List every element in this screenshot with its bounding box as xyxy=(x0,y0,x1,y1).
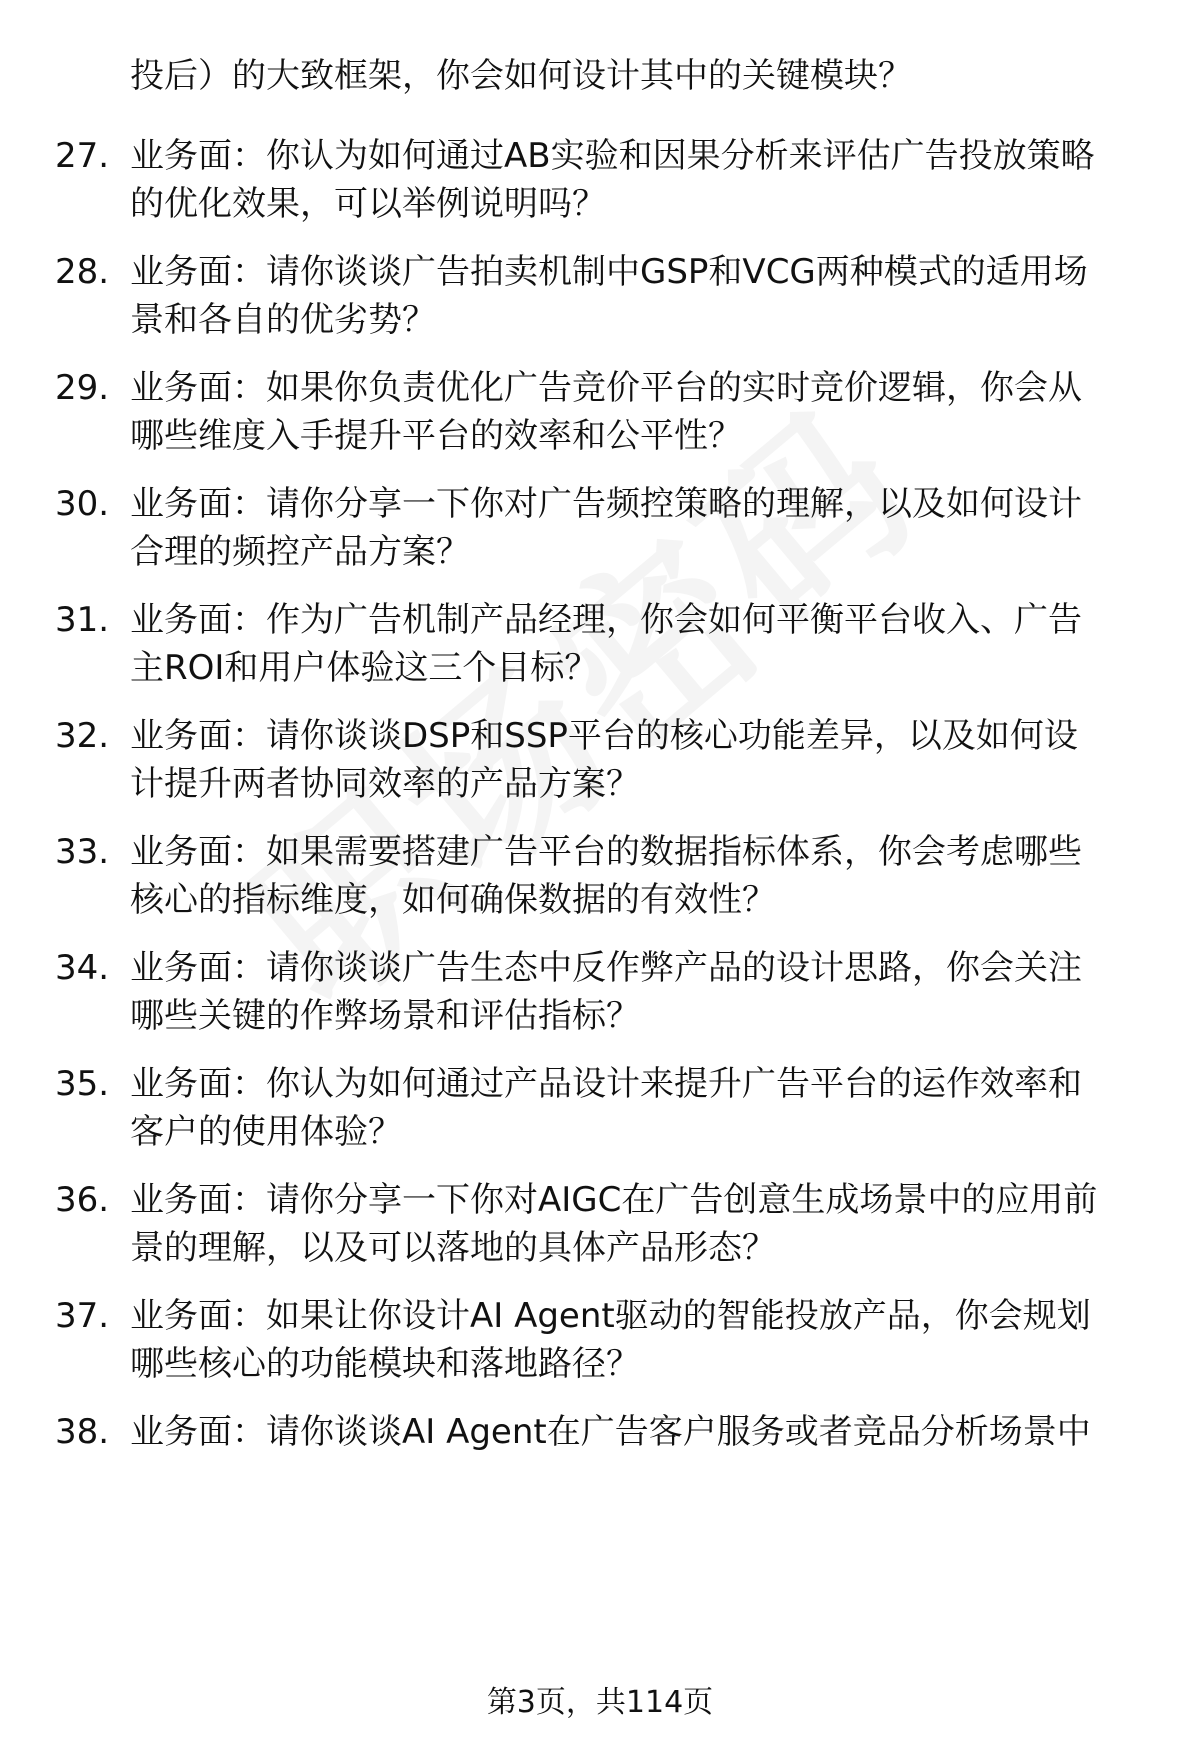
question-text-line2: 景和各自的优劣势？ xyxy=(130,300,436,340)
question-number: 37. xyxy=(55,1296,110,1336)
question-text-line1: 业务面：请你谈谈广告生态中反作弊产品的设计思路，你会关注 xyxy=(130,948,1082,988)
question-text-line2: 哪些关键的作弊场景和评估指标？ xyxy=(130,996,640,1036)
question-text-line2: 景的理解，以及可以落地的具体产品形态？ xyxy=(130,1228,776,1268)
question-item xyxy=(0,248,1200,348)
question-number: 28. xyxy=(55,252,110,292)
question-item xyxy=(0,364,1200,464)
question-text-line2: 合理的频控产品方案？ xyxy=(130,532,470,572)
question-text-line2: 客户的使用体验？ xyxy=(130,1112,402,1152)
question-item xyxy=(0,712,1200,812)
continuation-line: 投后）的大致框架，你会如何设计其中的关键模块？ xyxy=(130,56,912,96)
question-text-line1: 业务面：你认为如何通过AB实验和因果分析来评估广告投放策略 xyxy=(130,136,1095,176)
question-item xyxy=(0,1292,1200,1392)
question-text-line2: 哪些维度入手提升平台的效率和公平性？ xyxy=(130,416,742,456)
question-item xyxy=(0,480,1200,580)
question-text-line1: 业务面：如果让你设计AI Agent驱动的智能投放产品，你会规划 xyxy=(130,1296,1091,1336)
question-number: 31. xyxy=(55,600,110,640)
question-text-line1: 业务面：如果需要搭建广告平台的数据指标体系，你会考虑哪些 xyxy=(130,832,1082,872)
question-number: 33. xyxy=(55,832,110,872)
question-text-line2: 哪些核心的功能模块和落地路径？ xyxy=(130,1344,640,1384)
question-text-line1: 业务面：作为广告机制产品经理，你会如何平衡平台收入、广告 xyxy=(130,600,1082,640)
question-item xyxy=(0,596,1200,696)
question-text-line2: 计提升两者协同效率的产品方案？ xyxy=(130,764,640,804)
page-footer: 第3页，共114页 xyxy=(486,1685,714,1720)
question-number: 30. xyxy=(55,484,110,524)
question-number: 32. xyxy=(55,716,110,756)
question-number: 29. xyxy=(55,368,110,408)
question-text-line2: 的优化效果，可以举例说明吗？ xyxy=(130,184,606,224)
question-item xyxy=(0,1060,1200,1160)
question-item xyxy=(0,1176,1200,1276)
question-text-line1: 业务面：你认为如何通过产品设计来提升广告平台的运作效率和 xyxy=(130,1064,1082,1104)
question-number: 38. xyxy=(55,1412,110,1452)
question-number: 36. xyxy=(55,1180,110,1220)
question-text-line1: 业务面：请你分享一下你对广告频控策略的理解，以及如何设计 xyxy=(130,484,1082,524)
question-item xyxy=(0,132,1200,232)
question-text-line2: 核心的指标维度，如何确保数据的有效性？ xyxy=(130,880,776,920)
question-item xyxy=(0,1408,1200,1508)
question-item xyxy=(0,828,1200,928)
question-text-line1: 业务面：请你谈谈DSP和SSP平台的核心功能差异，以及如何设 xyxy=(130,716,1078,756)
question-text-line1: 业务面：请你谈谈AI Agent在广告客户服务或者竞品分析场景中 xyxy=(130,1412,1091,1452)
question-text-line1: 业务面：请你分享一下你对AIGC在广告创意生成场景中的应用前 xyxy=(130,1180,1098,1220)
question-number: 35. xyxy=(55,1064,110,1104)
question-text-line1: 业务面：请你谈谈广告拍卖机制中GSP和VCG两种模式的适用场 xyxy=(130,252,1088,292)
question-text-line2: 主ROI和用户体验这三个目标？ xyxy=(130,648,599,688)
question-number: 27. xyxy=(55,136,110,176)
question-number: 34. xyxy=(55,948,110,988)
question-text-line1: 业务面：如果你负责优化广告竞价平台的实时竞价逻辑，你会从 xyxy=(130,368,1082,408)
question-item xyxy=(0,944,1200,1044)
